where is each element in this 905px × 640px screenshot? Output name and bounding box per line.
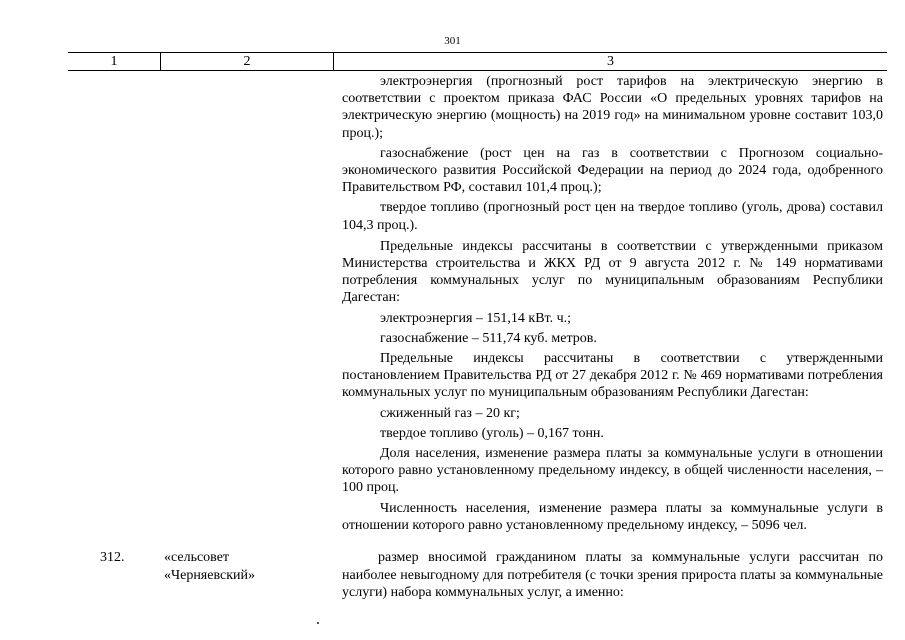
row-description: [342, 549, 883, 602]
row-municipality-name: [164, 549, 324, 584]
paragraph-liquefied-gas-norm: сжиженный газ – 20 кг;: [380, 405, 520, 421]
paragraph-indices-resolution-469: Предельные индексы рассчитаны в соответствии с утвержденными постановлением Правительства РД от 27 декабря 2012 г. № 469 нормативами потребления коммунальных услуг по муниципальным образованиям Республики Дагестан:: [342, 351, 883, 401]
paragraph-gas-norm: газоснабжение – 511,74 куб. метров.: [380, 330, 597, 346]
column-header-1: 1: [110, 54, 118, 69]
scan-speck: [317, 622, 319, 624]
paragraph-electricity: электроэнергия (прогнозный рост тарифов на электрическую энергию в соответствии с проектом приказа ФАС России «О предельных уровнях тарифов на электрическую энергию (мощность) на 2019 год» на минимальном уровне составит 103,0 проц.);: [342, 74, 883, 141]
table-header-bottom-rule: [68, 70, 887, 71]
page-number: 301: [444, 35, 461, 47]
paragraph-indices-order-149: Предельные индексы рассчитаны в соответствии с утвержденными приказом Министерства строительства и ЖКХ РД от 9 августа 2012 г. № 149 нормативами потребления коммунальных услуг по муниципальным образованиям Республики Дагестан:: [342, 238, 883, 306]
row-name-line-2: «Черняевский»: [164, 567, 255, 583]
paragraph-solid-fuel: твердое топливо (прогнозный рост цен на твердое топливо (уголь, дрова) составил 104,3 проц.).: [342, 200, 883, 233]
continued-text-column: [342, 73, 883, 534]
column-header-2: 2: [243, 54, 251, 69]
row-description-text: размер вносимой гражданином платы за коммунальные услуги рассчитан по наиболее невыгодному для потребителя (с точки зрения прироста платы за коммунальные услуги) набора коммунальных услуг, а именно:: [342, 550, 883, 600]
paragraph-population-count: Численность населения, изменение размера платы за коммунальные услуги в отношении которого равно установленному предельному индексу, – 5096 чел.: [342, 500, 883, 533]
paragraph-population-share: Доля населения, изменение размера платы за коммунальные услуги в отношении которого равно установленному предельному индексу, в общей численности населения, – 100 проц.: [342, 446, 883, 496]
row-number: 312.: [100, 550, 125, 565]
paragraph-electricity-norm: электроэнергия – 151,14 кВт. ч.;: [380, 310, 572, 326]
paragraph-gas: газоснабжение (рост цен на газ в соответствии с Прогнозом социально-экономического развития Российской Федерации на период до 2024 года, одобренного Правительством РФ, составил 101,4 проц.);: [342, 145, 883, 196]
column-header-3: 3: [607, 54, 614, 69]
row-name-line-1: «сельсовет: [164, 550, 230, 565]
paragraph-coal-norm: твердое топливо (уголь) – 0,167 тонн.: [380, 425, 604, 441]
